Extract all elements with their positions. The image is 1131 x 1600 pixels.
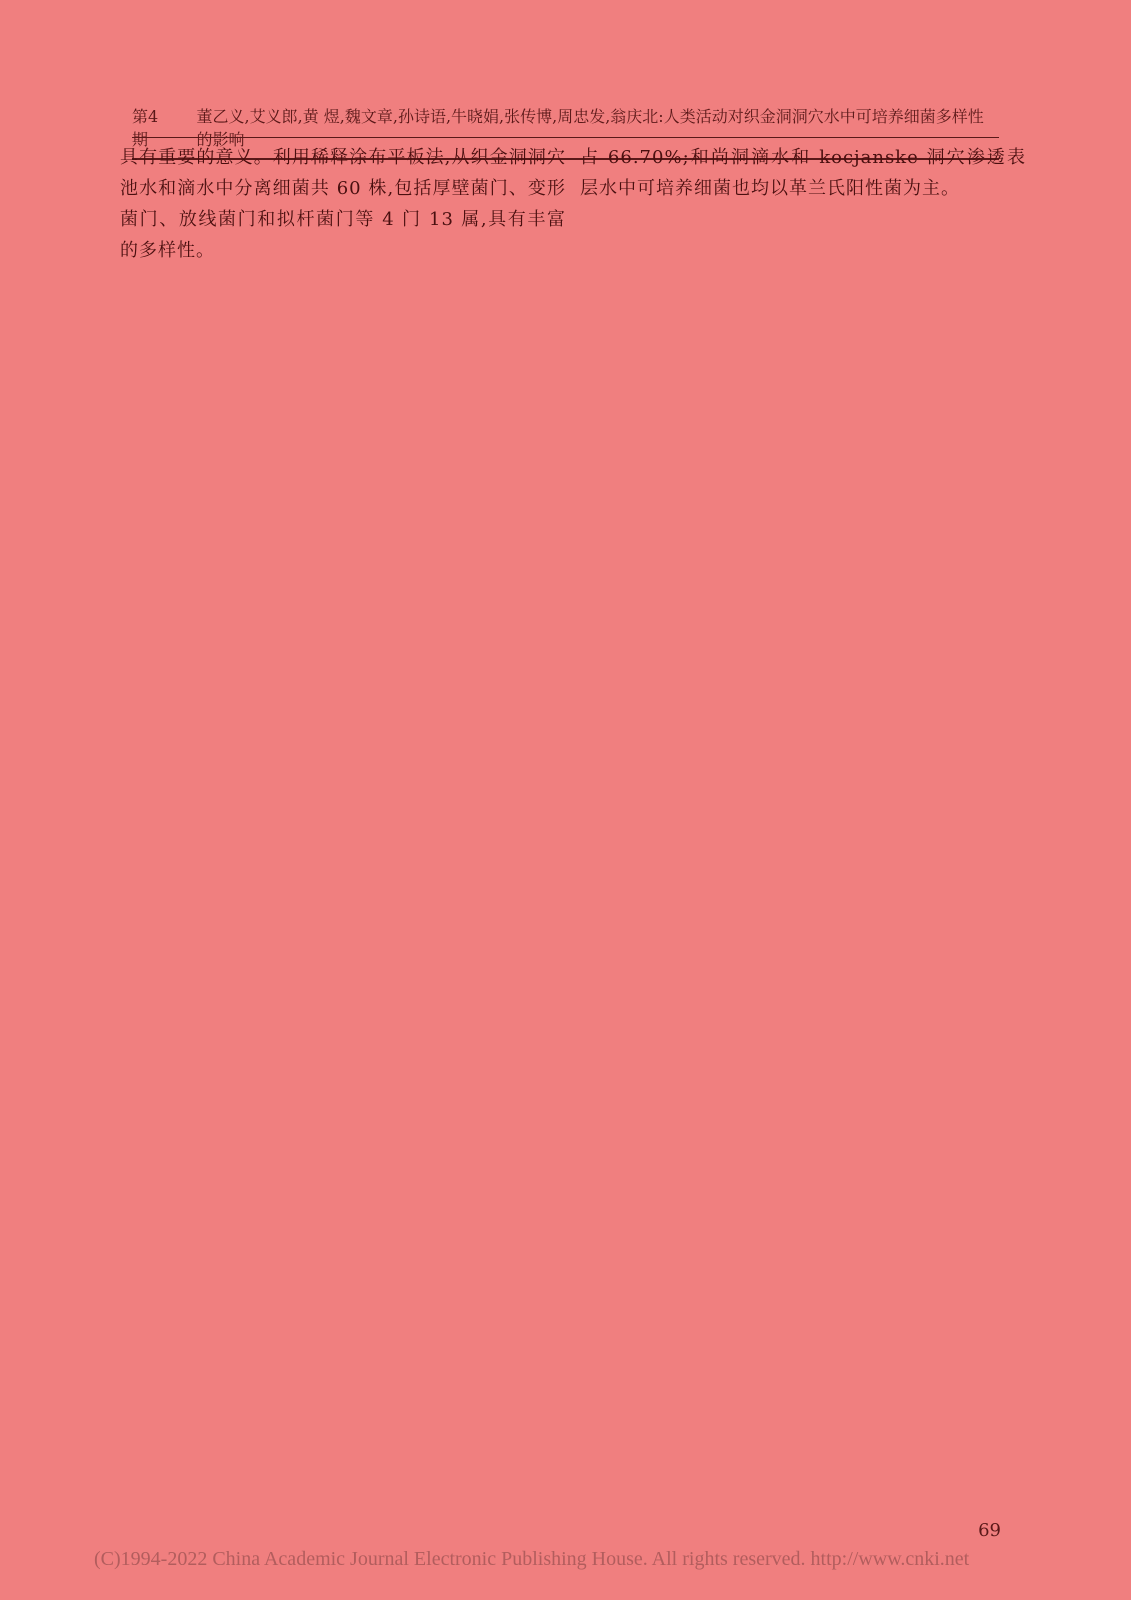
issue-label: 第4期: [132, 107, 159, 149]
page-number: 69: [978, 1520, 1001, 1541]
copyright-watermark: (C)1994-2022 China Academic Journal Electronic Publishing House. All rights reserved. http://www.cnki.net: [94, 1548, 970, 1570]
header-rule: [132, 137, 999, 138]
paragraph: 具有重要的意义。利用稀释涂布平板法,从织金洞洞穴池水和滴水中分离细菌共 60 株,包括厚壁菌门、变形菌门、放线菌门和拟杆菌门等 4 门 13 属,具有丰富的多样性。: [120, 147, 566, 261]
right-column: [580, 142, 1026, 204]
paragraph: 占 66.70%;和尚洞滴水和 kocjanske 洞穴渗透表层水中可培养细菌也均以革兰氏阳性菌为主。: [580, 147, 1026, 199]
left-column: [120, 142, 566, 266]
running-title: 董乙义,艾义郎,黄 煜,魏文章,孙诗语,牛晓娟,张传博,周忠发,翁庆北:人类活动对织金洞洞穴水中可培养细菌多样性的影响: [196, 107, 984, 149]
